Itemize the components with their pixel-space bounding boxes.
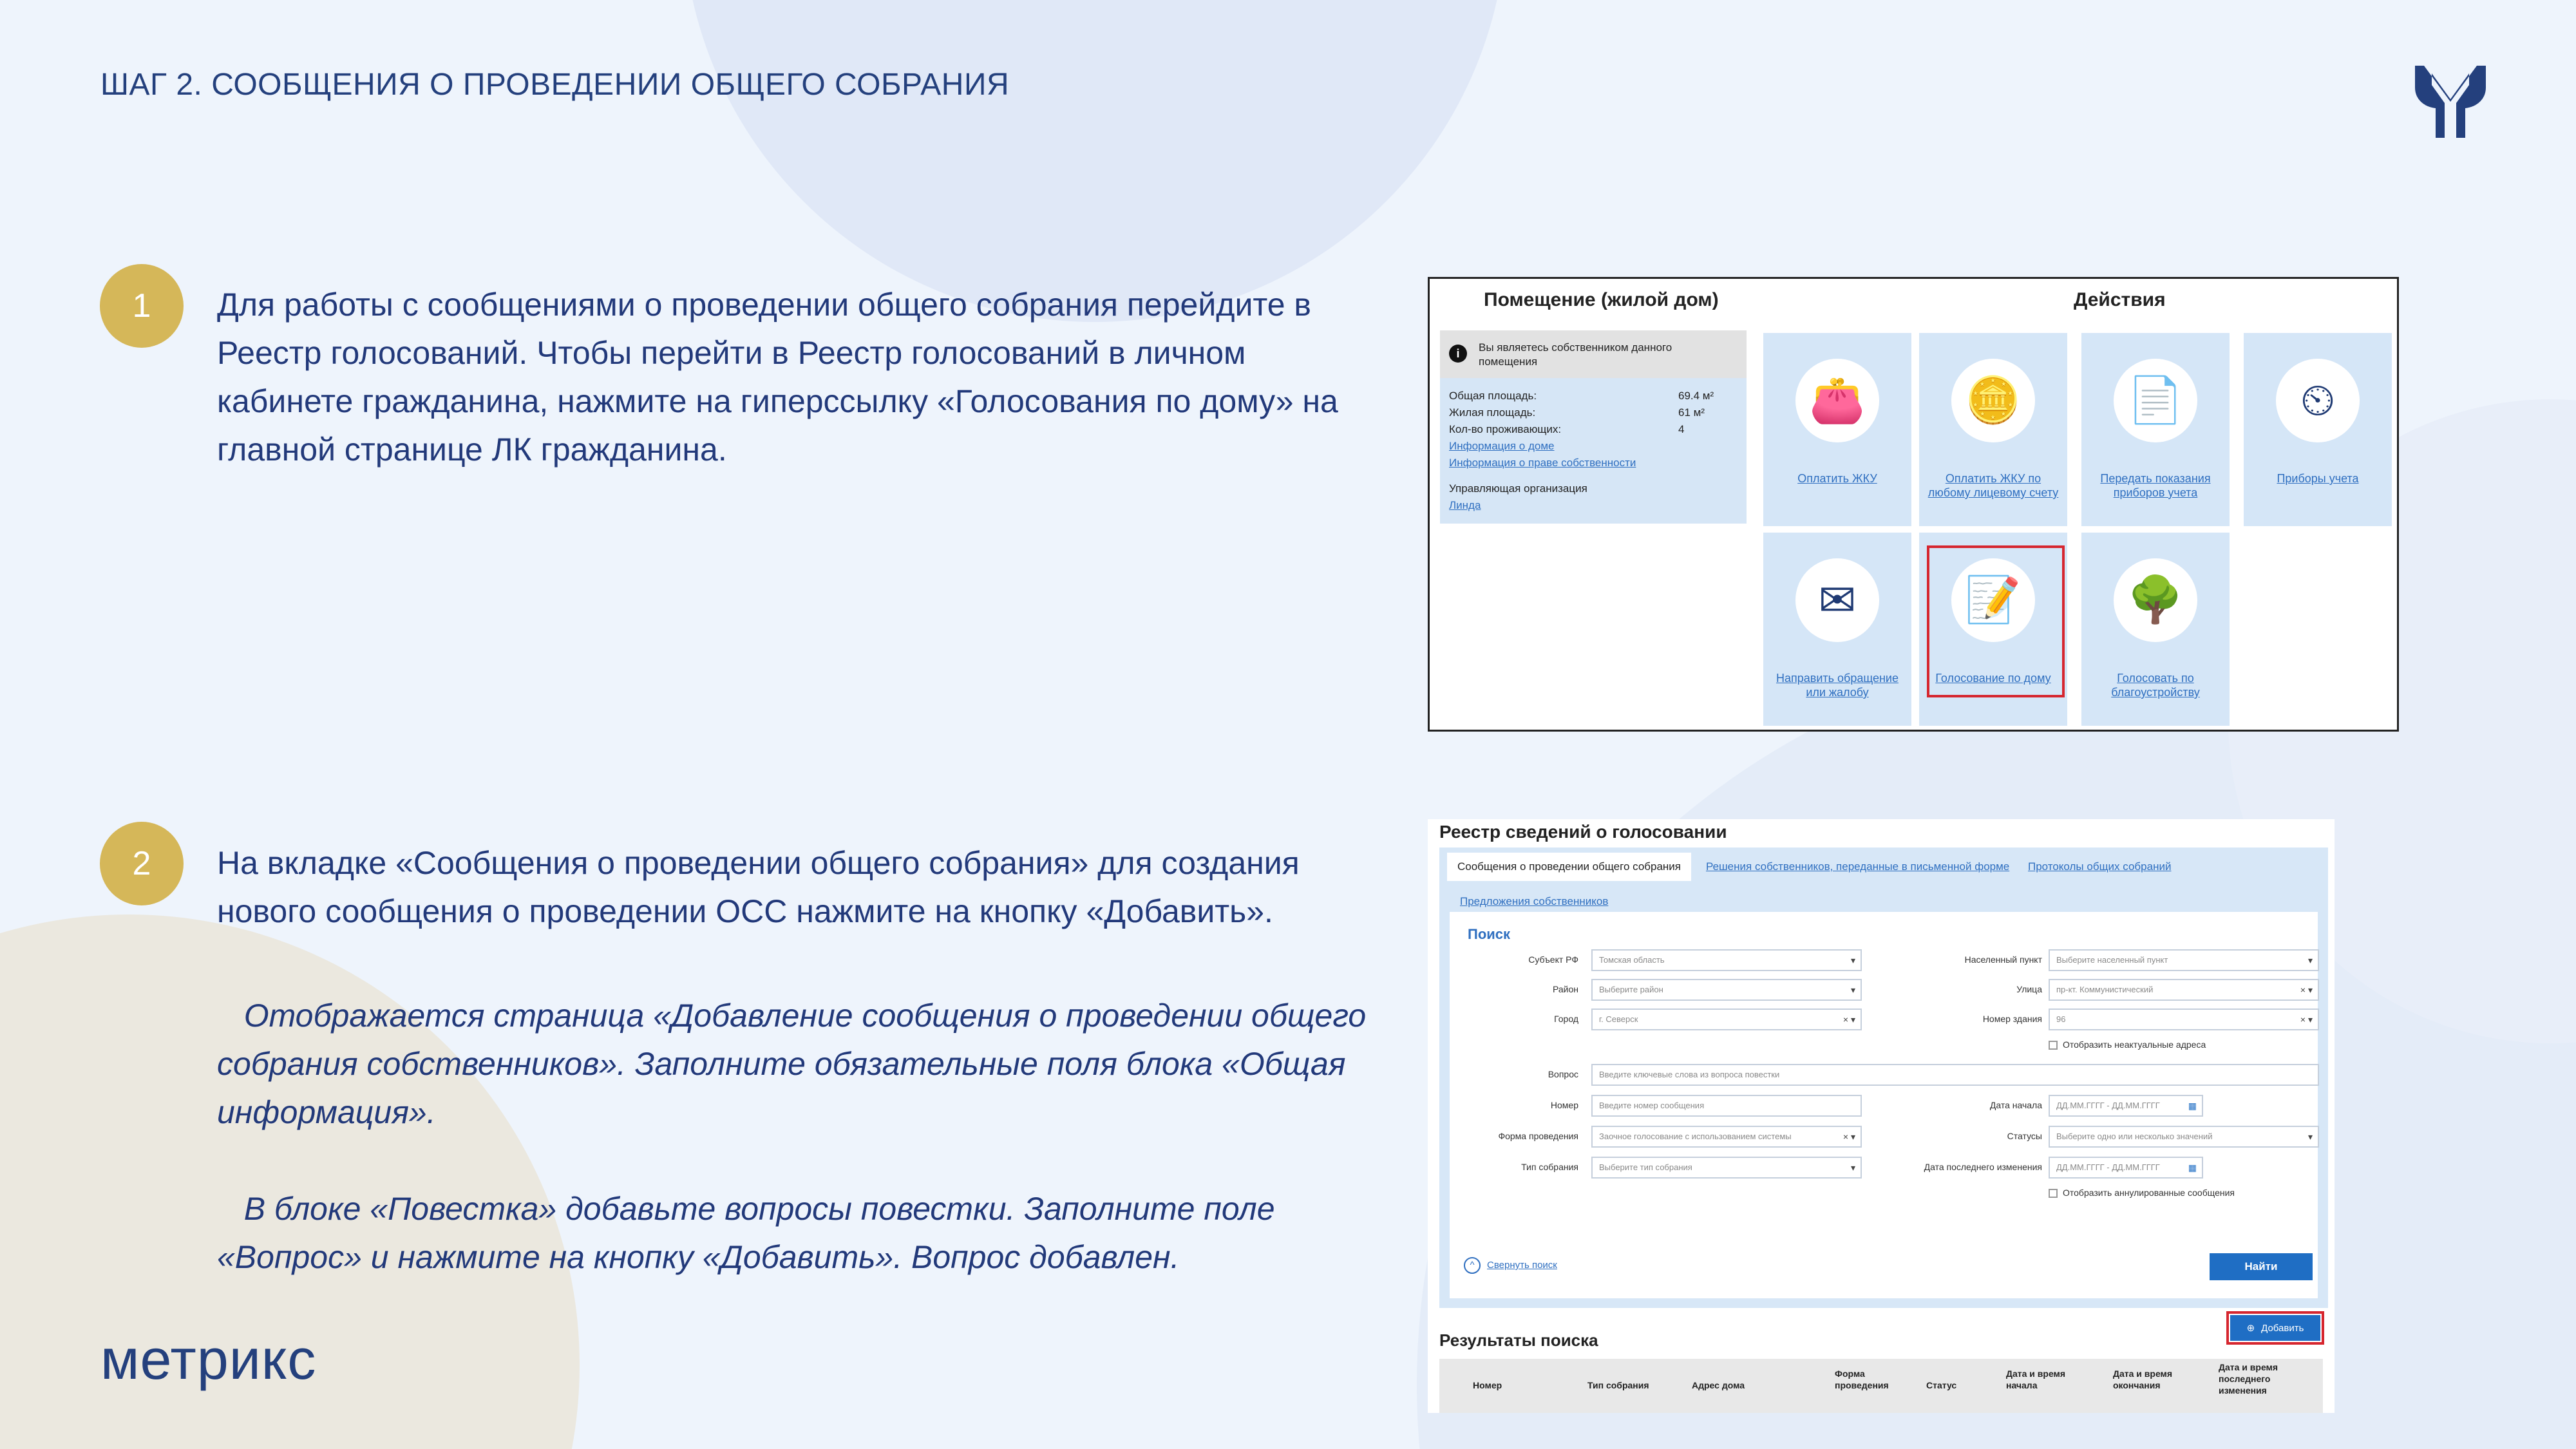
- meeting-type-select[interactable]: Выберите тип собрания ▾: [1591, 1157, 1862, 1179]
- step-2-note-2: В блоке «Повестка» добавьте вопросы повестки. Заполните поле «Вопрос» и нажмите на кнопку «Добавить». Вопрос добавлен.: [217, 1191, 1275, 1275]
- ballot-icon: 📝: [1951, 558, 2035, 642]
- tile-house-voting[interactable]: 📝 Голосование по дому: [1919, 533, 2067, 726]
- annulled-messages-checkbox[interactable]: Отобразить аннулированные сообщения: [2049, 1188, 2235, 1198]
- document-icon: 📄: [2114, 359, 2197, 442]
- district-select[interactable]: Выберите район ▾: [1591, 979, 1862, 1001]
- page-title: ШАГ 2. СООБЩЕНИЯ О ПРОВЕДЕНИИ ОБЩЕГО СОБРАНИЯ: [100, 68, 1010, 102]
- tab-owner-proposals[interactable]: Предложения собственников: [1460, 895, 1609, 907]
- start-date-input[interactable]: ДД.ММ.ГГГГ - ДД.ММ.ГГГГ ▦: [2049, 1095, 2203, 1117]
- irrelevant-addresses-checkbox[interactable]: Отобразить неактуальные адреса: [2049, 1039, 2206, 1050]
- step-2-text: На вкладке «Сообщения о проведении общего собрания» для создания нового сообщения о проведении ОСС нажмите на кнопку «Добавить».: [217, 845, 1300, 929]
- chevron-up-icon: ^: [1464, 1257, 1481, 1274]
- step-2-note-1: Отображается страница «Добавление сообщения о проведении общего собрания собственников». Заполните обязательные поля блока «Общая информация».: [217, 998, 1367, 1130]
- form-select[interactable]: Заочное голосование с использованием системы × ▾: [1591, 1126, 1862, 1148]
- tab-messages[interactable]: Сообщения о проведении общего собрания: [1447, 853, 1691, 881]
- plus-icon: ⊕: [2246, 1323, 2255, 1334]
- step-number-1: 1: [100, 264, 184, 348]
- meter-icon: ⏲: [2276, 359, 2360, 442]
- step-1-text: Для работы с сообщениями о проведении общего собрания перейдите в Реестр голосований. Чтобы перейти в Реестр голосований в личном кабинете гражданина, нажмите на гиперссылку «Голосования по дому» на главной странице ЛК гражданина.: [217, 287, 1338, 468]
- last-modified-input[interactable]: ДД.ММ.ГГГГ - ДД.ММ.ГГГГ ▦: [2049, 1157, 2203, 1179]
- search-section-title: Поиск: [1468, 926, 1511, 942]
- org-link[interactable]: Линда: [1449, 499, 1481, 511]
- results-title: Результаты поиска: [1439, 1331, 1598, 1350]
- number-input[interactable]: Введите номер сообщения: [1591, 1095, 1862, 1117]
- settlement-select[interactable]: Выберите населенный пункт ▾: [2049, 949, 2319, 971]
- highlight-house-voting: [1927, 545, 2065, 697]
- tile-send-complaint[interactable]: ✉ Направить обращение или жалобу: [1763, 533, 1911, 726]
- collapse-search-link[interactable]: ^ Свернуть поиск: [1464, 1257, 1557, 1274]
- metrix-logo-icon: [2409, 62, 2492, 142]
- tile-pay-any-account[interactable]: 🪙 Оплатить ЖКУ по любому лицевому счету: [1919, 333, 2067, 526]
- registry-panel: [1439, 848, 2328, 1308]
- search-form: Поиск Субъект РФ Томская область ▾ Район Выберите район ▾ Город г. Северск × ▾ Населенный пункт Выберите населенный пункт ▾ Улица пр-кт. Коммунистический × ▾ Номер здания 96 × ▾ Отобразить неактуальные адреса Вопрос Введите ключевые слова из вопроса повестки Номер Введите номер сообщения Форма проведения Заочное голосование с использованием системы × ▾ Тип собрания Выберите тип собрания ▾ Дата начала ДД.ММ.ГГГГ - ДД.ММ.ГГГГ ▦ Статусы Выберите одно или несколько значений ▾ Дата последнего изменения ДД.ММ.ГГГГ - ДД.ММ.ГГГГ ▦ Отобразить аннулированные сообщения ^ Свернуть поиск Найти: [1450, 912, 2318, 1298]
- tile-submit-readings[interactable]: 📄 Передать показания приборов учета: [2081, 333, 2230, 526]
- owner-note: Вы являетесь собственником данного помещения: [1479, 341, 1672, 368]
- wallet-icon: 👛: [1795, 359, 1879, 442]
- results-table-header: Номер Тип собрания Адрес дома Форма проведения Статус Дата и время начала Дата и время окончания Дата и время последнего изменения: [1439, 1359, 2323, 1413]
- region-select[interactable]: Томская область ▾: [1591, 949, 1862, 971]
- tab-protocols[interactable]: Протоколы общих собраний: [2028, 860, 2172, 873]
- add-button[interactable]: ⊕ Добавить: [2230, 1315, 2320, 1341]
- house-info-link[interactable]: Информация о доме: [1449, 440, 1555, 452]
- citizen-cabinet-screenshot: [1428, 277, 2399, 732]
- tab-owner-decisions[interactable]: Решения собственников, переданные в письменной форме: [1706, 860, 2010, 873]
- coins-icon: 🪙: [1951, 359, 2035, 442]
- question-input[interactable]: Введите ключевые слова из вопроса повестки: [1591, 1064, 2319, 1086]
- tree-icon: 🌳: [2114, 558, 2197, 642]
- premises-header: Помещение (жилой дом): [1484, 289, 1719, 310]
- brand-logo-text: метрикс: [100, 1327, 317, 1391]
- step-number-2: 2: [100, 822, 184, 905]
- premises-info-panel: i Вы являетесь собственником данного помещения Общая площадь: 69.4 м² Жилая площадь: 61 м² Кол-во проживающих: 4 Информация о доме Информация о праве собственности Управляющая организация Линда: [1440, 330, 1747, 524]
- ownership-info-link[interactable]: Информация о праве собственности: [1449, 457, 1636, 469]
- tile-meters[interactable]: ⏲ Приборы учета: [2244, 333, 2392, 526]
- tile-pay-zhku[interactable]: 👛 Оплатить ЖКУ: [1763, 333, 1911, 526]
- city-select[interactable]: г. Северск × ▾: [1591, 1009, 1862, 1030]
- find-button[interactable]: Найти: [2210, 1253, 2313, 1280]
- info-icon: i: [1449, 345, 1467, 363]
- registry-title: Реестр сведений о голосовании: [1439, 822, 1727, 842]
- envelope-icon: ✉: [1795, 558, 1879, 642]
- building-number-select[interactable]: 96 × ▾: [2049, 1009, 2319, 1030]
- tile-improvement-voting[interactable]: 🌳 Голосовать по благоустройству: [2081, 533, 2230, 726]
- highlight-add-button: [2226, 1311, 2324, 1345]
- status-select[interactable]: Выберите одно или несколько значений ▾: [2049, 1126, 2319, 1148]
- bg-circle-top: [683, 0, 1507, 322]
- voting-registry-screenshot: [1428, 819, 2334, 1413]
- street-select[interactable]: пр-кт. Коммунистический × ▾: [2049, 979, 2319, 1001]
- actions-header: Действия: [2074, 289, 2166, 310]
